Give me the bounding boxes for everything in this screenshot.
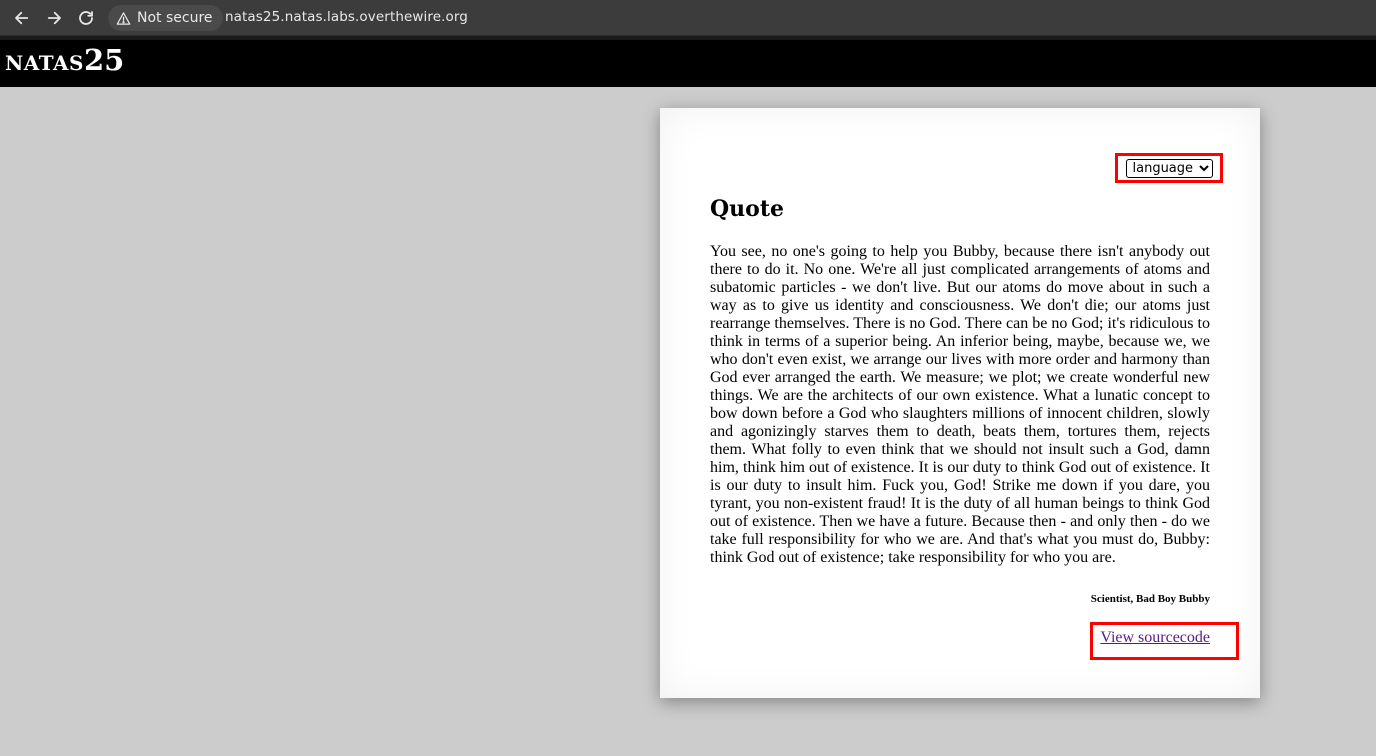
address-bar-url[interactable]: natas25.natas.labs.overthewire.org: [225, 9, 468, 25]
forward-arrow-icon[interactable]: [42, 7, 66, 29]
security-label: Not secure: [137, 10, 213, 26]
page-heading: Quote: [710, 196, 784, 222]
back-arrow-icon[interactable]: [10, 7, 34, 29]
site-title: [5, 43, 125, 77]
site-title-text: NATAS: [5, 51, 84, 75]
reload-icon[interactable]: [74, 7, 98, 29]
quote-author: Scientist, Bad Boy Bubby: [1090, 593, 1210, 605]
quote-text: You see, no one's going to help you Bubby, because there isn't anybody out there to do it. No one. We're all just complicated arrangements of atoms and subatomic particles - we don't live. But our atoms do move about in such a way as to give us identity and consciousness. We don't die; our atoms just rearrange themselves. There is no God. There can be no God; it's ridiculous to think in terms of a superior being. An inferior being, maybe, because we, we who don't even exist, we arrange our lives with more order and harmony than God ever arranged the earth. We measure; we plot; we create wonderful new things. We are the architects of our own existence. What a lunatic concept to bow down before a God who slaughters millions of innocent children, slowly and agonizingly starves them to death, beats them, tortures them, rejects them. What folly to even think that we should not insult such a God, damn him, think him out of existence. It is our duty to think God out of existence. It is our duty to insult him. Fuck you, God! Strike me down if you dare, you tyrant, you non-existent fraud! It is the duty of all human beings to think God out of existence. Then we have a future. Because then - and only then - do we take full responsibility for who we are. And that's what you must do, Bubby: think God out of existence; take responsibility for who you are.: [710, 243, 1210, 566]
security-indicator[interactable]: [108, 5, 223, 31]
site-title-number: 25: [83, 43, 125, 77]
view-sourcecode-link[interactable]: View sourcecode: [1100, 629, 1210, 646]
content-card: [660, 108, 1260, 698]
language-select[interactable]: [1126, 159, 1213, 178]
browser-toolbar: [0, 0, 1376, 36]
language-highlight-box: [1115, 153, 1223, 183]
page-header: [0, 40, 1376, 87]
warning-triangle-icon: [116, 11, 131, 26]
